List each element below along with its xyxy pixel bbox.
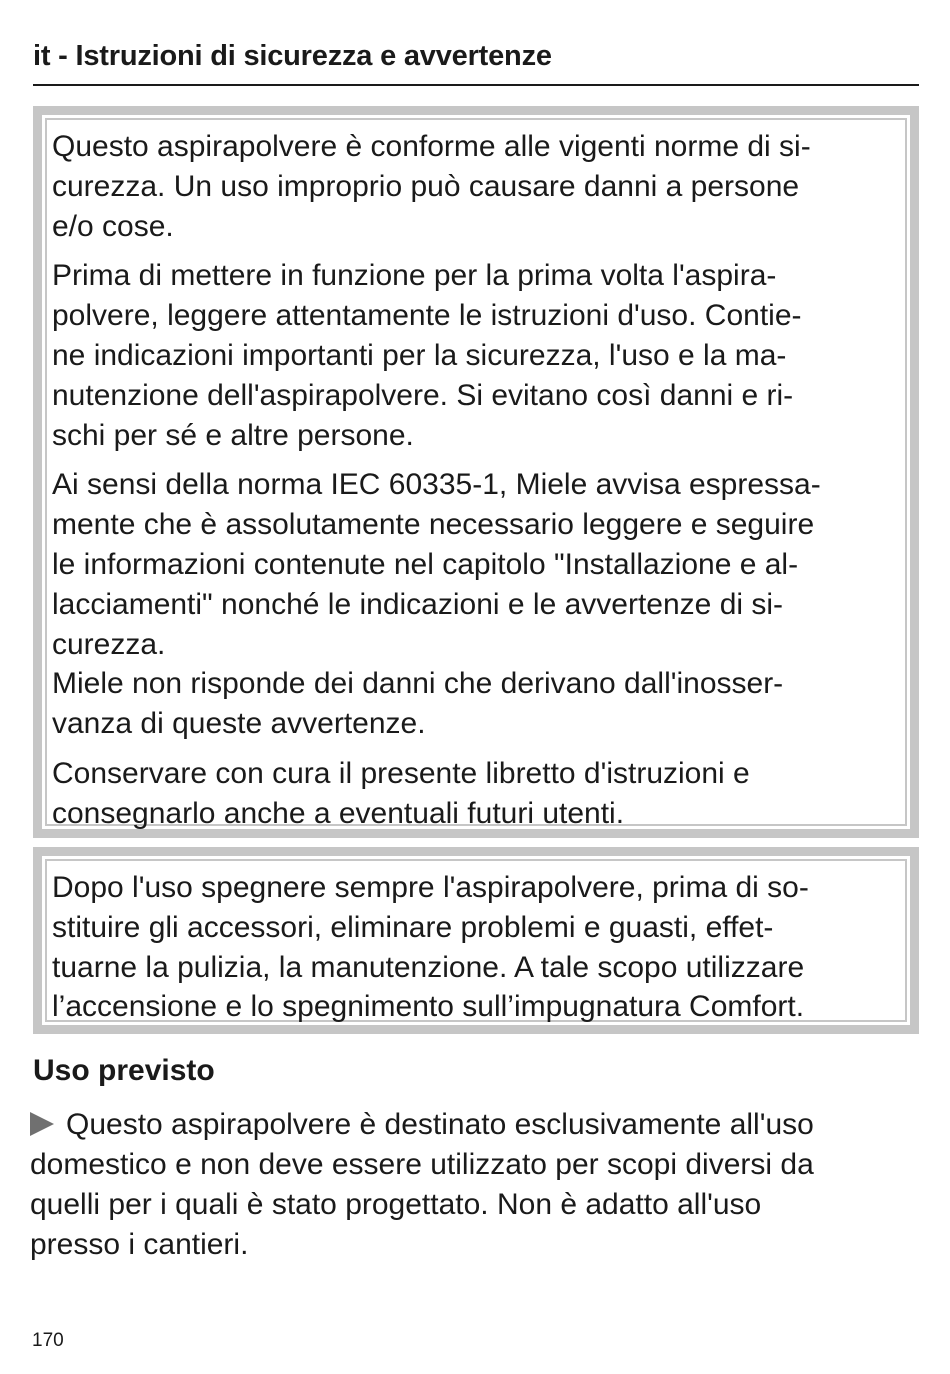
text-line: schi per sé e altre persone. bbox=[52, 418, 414, 452]
safety-paragraph-read-instructions bbox=[52, 256, 905, 455]
switch-off-notice-box bbox=[33, 847, 919, 1034]
safety-paragraph-iec-norm bbox=[52, 465, 905, 744]
text-line: ne indicazioni importanti per la sicurezza, l'uso e la ma- bbox=[52, 338, 787, 372]
text-line: domestico e non deve essere utilizzato per scopi diversi da bbox=[30, 1148, 814, 1181]
safety-paragraph-keep-manual bbox=[52, 754, 905, 834]
text-line: curezza. Un uso improprio può causare danni a persone bbox=[52, 169, 800, 203]
intended-use-paragraph bbox=[30, 1105, 814, 1265]
text-line: quelli per i quali è stato progettato. Non è adatto all'uso bbox=[30, 1188, 762, 1221]
text-line: lacciamenti" nonché le indicazioni e le avvertenze di si- bbox=[52, 587, 784, 621]
text-line: consegnarlo anche a eventuali futuri utenti. bbox=[52, 796, 625, 830]
text-line: Ai sensi della norma IEC 60335-1, Miele avvisa espressa- bbox=[52, 468, 821, 502]
page-header bbox=[33, 38, 919, 86]
text-line: l’accensione e lo spegnimento sull’impugnatura Comfort. bbox=[52, 990, 805, 1024]
text-line: Dopo l'uso spegnere sempre l'aspirapolvere, prima di so- bbox=[52, 871, 809, 904]
page-title: it - Istruzioni di sicurezza e avvertenze bbox=[33, 40, 552, 72]
text-line: e/o cose. bbox=[52, 209, 174, 243]
text-line: polvere, leggere attentamente le istruzioni d'uso. Contie- bbox=[52, 299, 802, 333]
text-line: mente che è assolutamente necessario leggere e seguire bbox=[52, 508, 815, 542]
text-line: Miele non risponde dei danni che derivano dall'inosser- bbox=[52, 667, 784, 701]
text-line: Prima di mettere in funzione per la prima volta l'aspira- bbox=[52, 259, 777, 293]
safety-paragraph-conformity bbox=[52, 127, 905, 246]
text-line: nutenzione dell'aspirapolvere. Si evitano così danni e ri- bbox=[52, 378, 794, 412]
text-line: curezza. bbox=[52, 627, 166, 661]
text-line: stituire gli accessori, eliminare problemi e guasti, effet- bbox=[52, 910, 774, 944]
text-line: vanza di queste avvertenze. bbox=[52, 707, 426, 741]
text-line: Questo aspirapolvere è conforme alle vigenti norme di si- bbox=[52, 130, 811, 163]
text-line-content: Questo aspirapolvere è destinato esclusivamente all'uso bbox=[66, 1108, 814, 1141]
section-heading-intended-use: Uso previsto bbox=[33, 1054, 215, 1087]
text-line: presso i cantieri. bbox=[30, 1228, 249, 1261]
page-number: 170 bbox=[32, 1330, 64, 1351]
triangle-right-icon bbox=[30, 1112, 54, 1136]
text-line bbox=[30, 1105, 814, 1145]
text-line: le informazioni contenute nel capitolo "Installazione e al- bbox=[52, 547, 799, 581]
text-line: tuarne la pulizia, la manutenzione. A tale scopo utilizzare bbox=[52, 950, 805, 984]
text-line: Conservare con cura il presente libretto d'istruzioni e bbox=[52, 756, 750, 790]
switch-off-notice-inner bbox=[45, 859, 907, 1022]
switch-off-paragraph bbox=[52, 868, 905, 1027]
safety-notice-inner bbox=[45, 118, 907, 830]
safety-notice-box bbox=[33, 106, 919, 838]
